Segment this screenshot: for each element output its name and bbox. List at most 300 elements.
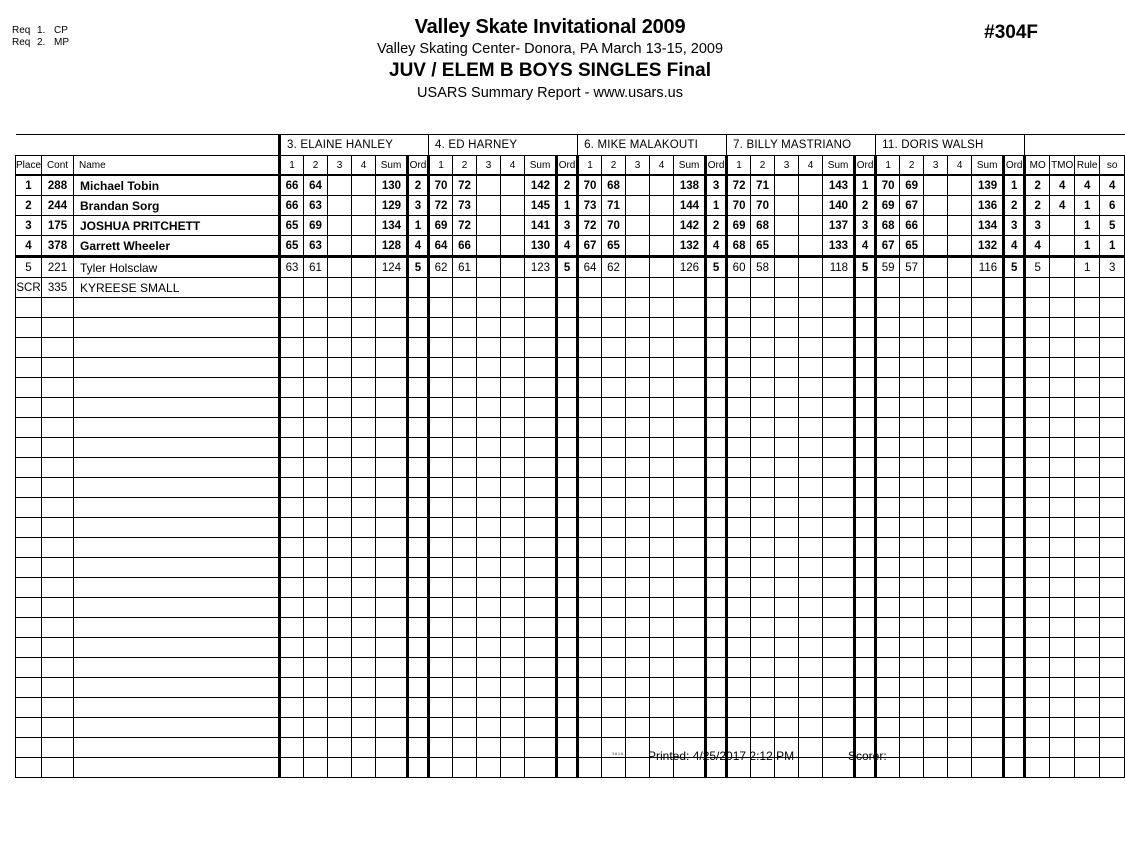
empty-cell [1100, 338, 1125, 358]
header-tmo: TMO [1050, 156, 1075, 176]
empty-cell [1025, 758, 1050, 778]
empty-table-row[interactable] [16, 418, 1125, 438]
empty-cell [948, 338, 972, 358]
empty-cell [799, 638, 823, 658]
cell-j1-score1: 63 [280, 257, 304, 278]
empty-cell [900, 318, 924, 338]
empty-cell [376, 338, 408, 358]
empty-cell [501, 638, 525, 658]
empty-cell [650, 398, 674, 418]
empty-cell [727, 398, 751, 418]
empty-cell [1050, 718, 1075, 738]
empty-cell [328, 538, 352, 558]
empty-cell [1100, 658, 1125, 678]
cell-tmo: 4 [1050, 196, 1075, 216]
empty-cell [1004, 478, 1025, 498]
cell-j5-score2: 66 [900, 216, 924, 236]
empty-cell [972, 758, 1004, 778]
empty-cell [453, 598, 477, 618]
empty-table-row[interactable] [16, 718, 1125, 738]
empty-cell [650, 698, 674, 718]
empty-cell [525, 538, 557, 558]
empty-cell [557, 318, 578, 338]
empty-cell [626, 618, 650, 638]
empty-cell [823, 558, 855, 578]
empty-cell [706, 678, 727, 698]
empty-cell [1075, 558, 1100, 578]
cell-j2-score2: 72 [453, 216, 477, 236]
empty-cell [1100, 738, 1125, 758]
empty-table-row[interactable] [16, 398, 1125, 418]
empty-table-row[interactable] [16, 598, 1125, 618]
empty-cell [799, 758, 823, 778]
empty-cell [924, 658, 948, 678]
empty-table-row[interactable] [16, 518, 1125, 538]
empty-cell [1025, 338, 1050, 358]
empty-cell [626, 578, 650, 598]
cell-j3-score3 [626, 175, 650, 196]
empty-cell [1025, 698, 1050, 718]
cell-j5-score3 [924, 196, 948, 216]
header-judge4-ord: Ord [855, 156, 876, 176]
cell-j4-score4 [799, 216, 823, 236]
empty-cell [1075, 498, 1100, 518]
empty-cell [501, 658, 525, 678]
cell-j4-sum: 143 [823, 175, 855, 196]
empty-cell [876, 638, 900, 658]
empty-cell [453, 518, 477, 538]
empty-cell [972, 558, 1004, 578]
empty-cell [352, 618, 376, 638]
empty-cell [1050, 398, 1075, 418]
empty-cell [900, 458, 924, 478]
empty-cell [924, 338, 948, 358]
table-row[interactable] [16, 257, 1125, 278]
empty-cell [1025, 418, 1050, 438]
empty-table-row[interactable] [16, 558, 1125, 578]
cell-j2-score2: 66 [453, 236, 477, 257]
organization-line: USARS Summary Report - www.usars.us [417, 85, 683, 101]
empty-cell [1004, 718, 1025, 738]
empty-cell [924, 578, 948, 598]
empty-table-row[interactable] [16, 338, 1125, 358]
cell-j3-score3 [626, 216, 650, 236]
empty-cell [855, 298, 876, 318]
empty-cell [557, 618, 578, 638]
empty-cell [751, 438, 775, 458]
table-row[interactable] [16, 196, 1125, 216]
empty-table-row[interactable] [16, 378, 1125, 398]
empty-cell [453, 418, 477, 438]
empty-cell [706, 398, 727, 418]
empty-cell [823, 658, 855, 678]
empty-cell [751, 538, 775, 558]
empty-cell [1100, 698, 1125, 718]
empty-cell [16, 598, 42, 618]
cell-j2-score3 [477, 216, 501, 236]
cell-j1-score1: 65 [280, 216, 304, 236]
cell-place: 5 [16, 257, 42, 278]
empty-cell [1004, 338, 1025, 358]
empty-cell [453, 378, 477, 398]
empty-cell [501, 698, 525, 718]
empty-cell [1004, 298, 1025, 318]
empty-cell [352, 358, 376, 378]
empty-cell [751, 618, 775, 638]
empty-cell [799, 678, 823, 698]
empty-cell [650, 618, 674, 638]
empty-cell [376, 298, 408, 318]
empty-cell [1025, 438, 1050, 458]
empty-table-row[interactable] [16, 478, 1125, 498]
empty-cell [674, 358, 706, 378]
cell-j5-score4 [948, 236, 972, 257]
empty-cell [727, 478, 751, 498]
empty-table-row[interactable] [16, 358, 1125, 378]
empty-cell [823, 458, 855, 478]
empty-cell [855, 678, 876, 698]
empty-cell [429, 378, 453, 398]
empty-cell [602, 298, 626, 318]
empty-cell [602, 458, 626, 478]
empty-cell [578, 518, 602, 538]
empty-cell [900, 418, 924, 438]
empty-cell [855, 638, 876, 658]
empty-cell [1100, 678, 1125, 698]
empty-cell [328, 598, 352, 618]
empty-cell [16, 658, 42, 678]
empty-cell [626, 678, 650, 698]
empty-cell [972, 578, 1004, 598]
empty-cell [727, 458, 751, 478]
cell-j3-ord [706, 278, 727, 298]
empty-cell [876, 618, 900, 638]
empty-cell [525, 358, 557, 378]
cell-j1-score3 [328, 196, 352, 216]
empty-cell [602, 678, 626, 698]
empty-cell [626, 758, 650, 778]
empty-cell [1025, 618, 1050, 638]
empty-cell [42, 638, 74, 658]
header-judge4-3: 3 [775, 156, 799, 176]
empty-cell [900, 498, 924, 518]
empty-cell [42, 478, 74, 498]
cell-j2-score1: 62 [429, 257, 453, 278]
cell-j2-score3 [477, 175, 501, 196]
empty-cell [626, 558, 650, 578]
empty-cell [727, 618, 751, 638]
empty-cell [602, 638, 626, 658]
cell-j1-sum: 130 [376, 175, 408, 196]
empty-cell [855, 318, 876, 338]
empty-cell [304, 418, 328, 438]
empty-cell [1075, 418, 1100, 438]
empty-cell [775, 358, 799, 378]
empty-cell [799, 378, 823, 398]
empty-cell [352, 538, 376, 558]
empty-cell [408, 598, 429, 618]
table-row[interactable] [16, 278, 1125, 298]
empty-cell [477, 658, 501, 678]
empty-cell [408, 578, 429, 598]
empty-cell [453, 538, 477, 558]
empty-cell [408, 318, 429, 338]
empty-cell [855, 398, 876, 418]
empty-cell [304, 498, 328, 518]
empty-cell [751, 478, 775, 498]
cell-j3-score1 [578, 278, 602, 298]
empty-cell [706, 658, 727, 678]
empty-table-row[interactable] [16, 318, 1125, 338]
header-judge3-3: 3 [626, 156, 650, 176]
empty-table-row[interactable] [16, 458, 1125, 478]
cell-j3-score1: 67 [578, 236, 602, 257]
empty-table-row[interactable] [16, 658, 1125, 678]
empty-cell [1004, 458, 1025, 478]
empty-cell [408, 418, 429, 438]
cell-mo: 4 [1025, 236, 1050, 257]
empty-cell [706, 458, 727, 478]
empty-cell [304, 738, 328, 758]
cell-j2-score1: 70 [429, 175, 453, 196]
empty-cell [453, 758, 477, 778]
empty-cell [900, 598, 924, 618]
empty-cell [525, 318, 557, 338]
empty-cell [501, 518, 525, 538]
scorer-label: Scorer: [848, 749, 887, 763]
empty-cell [799, 358, 823, 378]
empty-cell [855, 418, 876, 438]
empty-cell [855, 618, 876, 638]
empty-table-row[interactable] [16, 438, 1125, 458]
empty-cell [352, 318, 376, 338]
empty-cell [525, 738, 557, 758]
empty-cell [42, 458, 74, 478]
empty-table-row[interactable] [16, 698, 1125, 718]
empty-cell [453, 338, 477, 358]
empty-cell [799, 458, 823, 478]
cell-so: 1 [1100, 236, 1125, 257]
empty-table-row[interactable] [16, 578, 1125, 598]
header-mo: MO [1025, 156, 1050, 176]
empty-cell [751, 378, 775, 398]
empty-cell [823, 538, 855, 558]
requirement-code: MP [54, 37, 69, 48]
empty-cell [557, 298, 578, 318]
empty-cell [376, 598, 408, 618]
empty-cell [674, 718, 706, 738]
empty-cell [775, 698, 799, 718]
empty-cell [948, 738, 972, 758]
empty-cell [775, 478, 799, 498]
empty-cell [948, 438, 972, 458]
cell-j3-ord: 3 [706, 175, 727, 196]
cell-j5-sum: 136 [972, 196, 1004, 216]
header-judge3-sum: Sum [674, 156, 706, 176]
empty-cell [280, 398, 304, 418]
empty-cell [557, 378, 578, 398]
cell-j2-score1: 72 [429, 196, 453, 216]
empty-cell [525, 418, 557, 438]
empty-cell [578, 618, 602, 638]
empty-cell [453, 618, 477, 638]
column-header-row [16, 156, 1125, 176]
empty-cell [42, 538, 74, 558]
judge-header-1: 3. ELAINE HANLEY [280, 135, 429, 156]
empty-cell [727, 638, 751, 658]
empty-cell [650, 358, 674, 378]
empty-cell [578, 338, 602, 358]
empty-table-row[interactable] [16, 678, 1125, 698]
empty-table-row[interactable] [16, 738, 1125, 758]
empty-cell [1050, 678, 1075, 698]
requirement-number: 1. [37, 25, 46, 36]
empty-cell [823, 498, 855, 518]
empty-cell [74, 678, 280, 698]
empty-cell [727, 418, 751, 438]
empty-cell [1075, 638, 1100, 658]
empty-cell [328, 638, 352, 658]
cell-j2-score2: 72 [453, 175, 477, 196]
empty-cell [16, 478, 42, 498]
empty-cell [727, 698, 751, 718]
empty-cell [16, 678, 42, 698]
empty-table-row[interactable] [16, 638, 1125, 658]
empty-cell [42, 658, 74, 678]
empty-table-row[interactable] [16, 758, 1125, 778]
empty-cell [876, 458, 900, 478]
empty-cell [924, 738, 948, 758]
empty-cell [775, 678, 799, 698]
header-judge3-4: 4 [650, 156, 674, 176]
header-judge1-3: 3 [328, 156, 352, 176]
empty-cell [578, 658, 602, 678]
empty-cell [855, 458, 876, 478]
empty-cell [799, 438, 823, 458]
summary-score-table [15, 134, 1125, 778]
cell-j4-score2: 65 [751, 236, 775, 257]
cell-j4-score4 [799, 278, 823, 298]
empty-cell [477, 598, 501, 618]
empty-cell [674, 598, 706, 618]
empty-cell [376, 758, 408, 778]
empty-cell [948, 358, 972, 378]
empty-cell [799, 698, 823, 718]
empty-cell [924, 418, 948, 438]
empty-cell [876, 598, 900, 618]
empty-cell [280, 518, 304, 538]
cell-j1-score2: 63 [304, 196, 328, 216]
empty-cell [855, 538, 876, 558]
empty-cell [280, 638, 304, 658]
cell-j4-sum [823, 278, 855, 298]
empty-cell [74, 758, 280, 778]
empty-cell [948, 498, 972, 518]
empty-cell [706, 718, 727, 738]
empty-cell [429, 458, 453, 478]
cell-so [1100, 278, 1125, 298]
cell-j3-sum: 142 [674, 216, 706, 236]
empty-cell [706, 298, 727, 318]
empty-cell [727, 358, 751, 378]
empty-cell [352, 518, 376, 538]
empty-cell [1025, 518, 1050, 538]
empty-cell [727, 538, 751, 558]
empty-cell [328, 518, 352, 538]
table-row[interactable] [16, 236, 1125, 257]
empty-cell [304, 378, 328, 398]
empty-cell [727, 498, 751, 518]
empty-cell [578, 678, 602, 698]
empty-cell [1050, 698, 1075, 718]
empty-cell [429, 718, 453, 738]
empty-cell [775, 618, 799, 638]
table-row[interactable] [16, 175, 1125, 196]
empty-cell [408, 398, 429, 418]
empty-cell [557, 558, 578, 578]
header-judge1-2: 2 [304, 156, 328, 176]
header-judge1-sum: Sum [376, 156, 408, 176]
empty-cell [972, 478, 1004, 498]
cell-j2-score2 [453, 278, 477, 298]
empty-cell [948, 378, 972, 398]
empty-table-row[interactable] [16, 538, 1125, 558]
empty-cell [352, 718, 376, 738]
cell-contestant-number: 175 [42, 216, 74, 236]
empty-cell [602, 698, 626, 718]
empty-cell [578, 558, 602, 578]
empty-cell [304, 438, 328, 458]
empty-cell [429, 518, 453, 538]
cell-j3-score1: 64 [578, 257, 602, 278]
empty-cell [855, 718, 876, 738]
empty-cell [948, 398, 972, 418]
cell-j5-score4 [948, 278, 972, 298]
empty-cell [557, 738, 578, 758]
cell-j5-ord [1004, 278, 1025, 298]
empty-cell [429, 678, 453, 698]
empty-cell [525, 718, 557, 738]
empty-cell [972, 458, 1004, 478]
empty-cell [408, 738, 429, 758]
cell-j1-sum [376, 278, 408, 298]
cell-j1-score2: 63 [304, 236, 328, 257]
header-judge5-3: 3 [924, 156, 948, 176]
empty-cell [16, 698, 42, 718]
header-judge5-ord: Ord [1004, 156, 1025, 176]
cell-j5-score2: 69 [900, 175, 924, 196]
table-row[interactable] [16, 216, 1125, 236]
empty-cell [1100, 558, 1125, 578]
cell-j3-score3 [626, 196, 650, 216]
empty-cell [525, 578, 557, 598]
empty-cell [376, 738, 408, 758]
empty-cell [1050, 478, 1075, 498]
empty-table-row[interactable] [16, 498, 1125, 518]
empty-table-row[interactable] [16, 618, 1125, 638]
empty-cell [429, 478, 453, 498]
empty-cell [948, 598, 972, 618]
empty-cell [1004, 678, 1025, 698]
empty-cell [408, 698, 429, 718]
empty-cell [42, 618, 74, 638]
empty-table-row[interactable] [16, 298, 1125, 318]
empty-cell [74, 518, 280, 538]
empty-cell [1075, 658, 1100, 678]
empty-cell [706, 338, 727, 358]
empty-cell [799, 478, 823, 498]
empty-cell [626, 538, 650, 558]
